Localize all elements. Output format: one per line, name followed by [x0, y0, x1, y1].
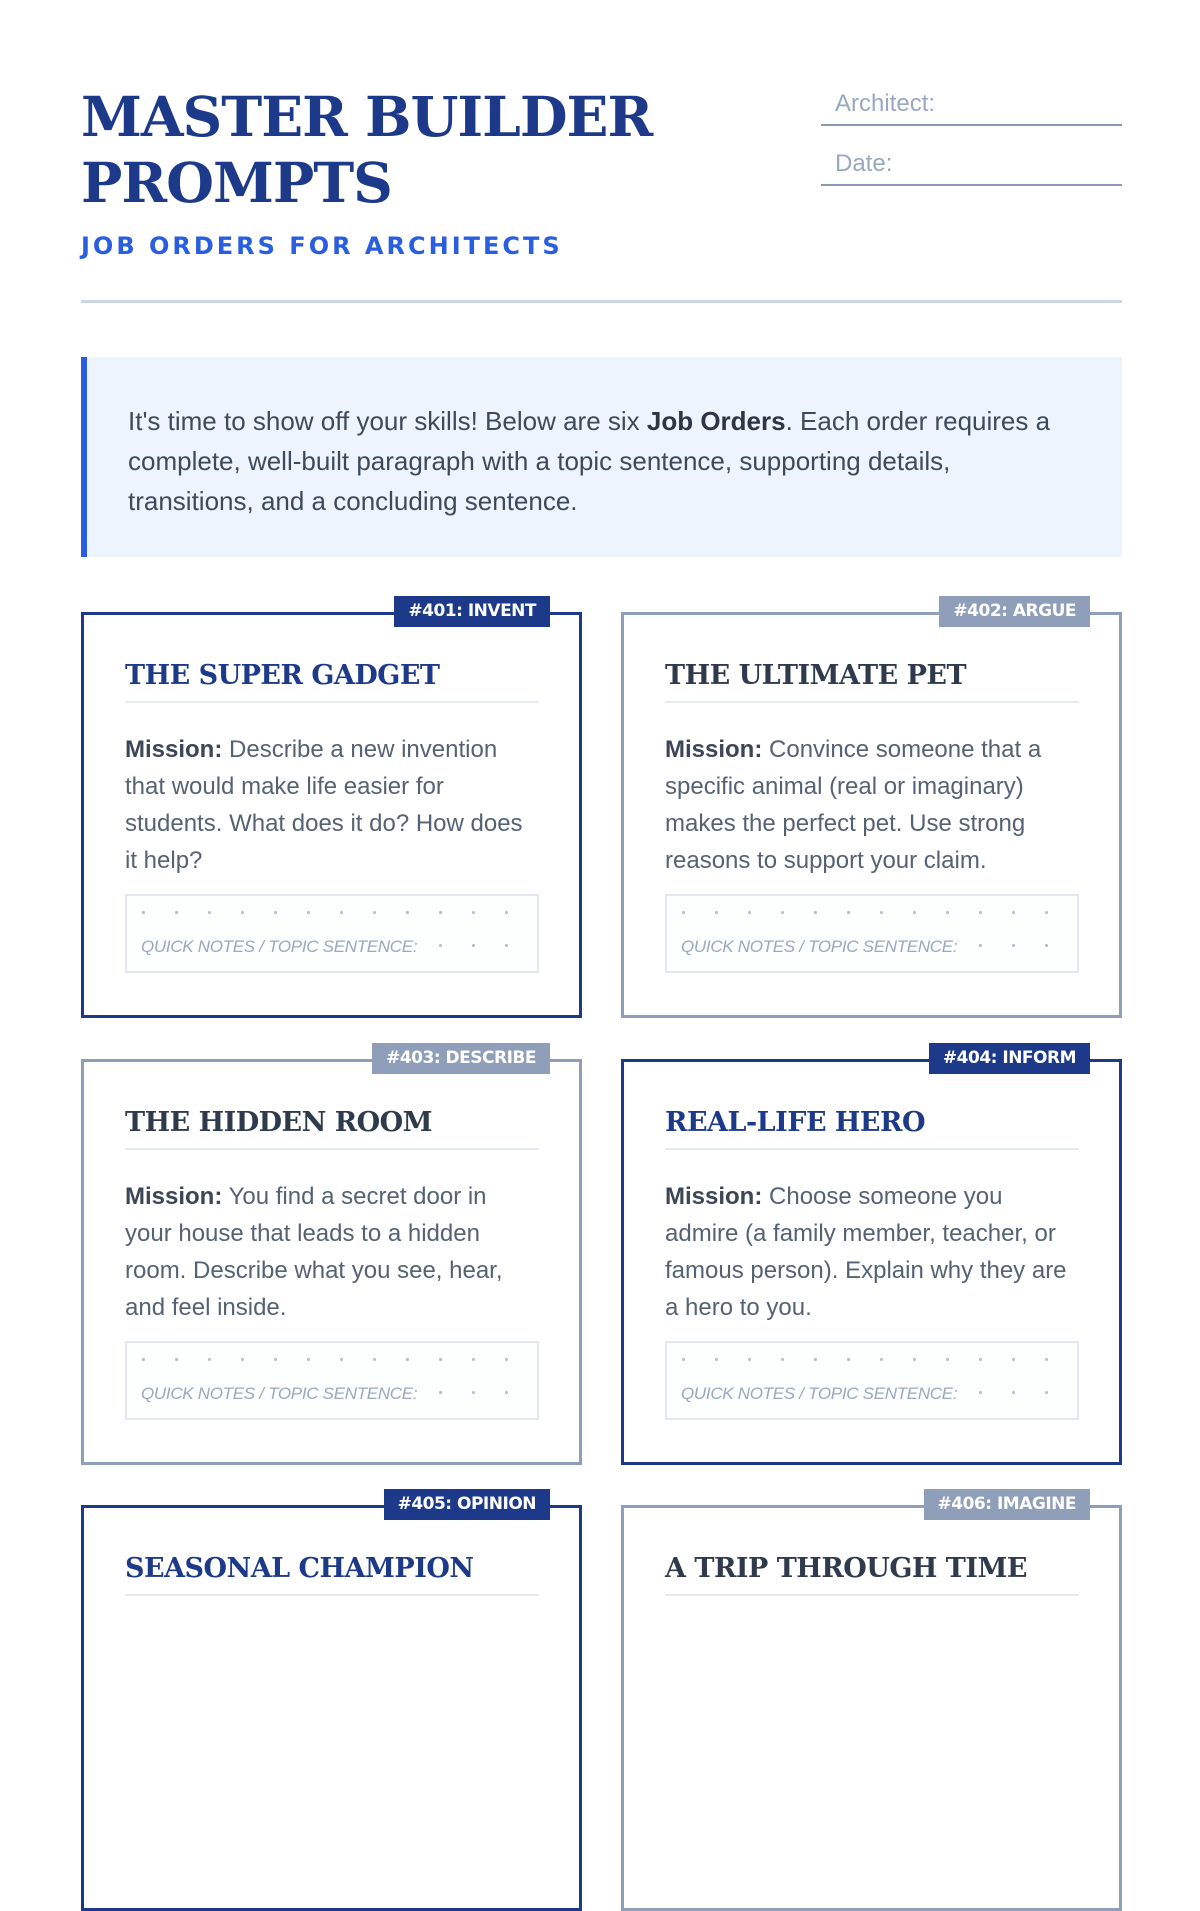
job-tag: #403: DESCRIBE — [372, 1043, 550, 1074]
notes-label: QUICK NOTES / TOPIC SENTENCE: — [141, 937, 418, 956]
page-subtitle: JOB ORDERS FOR ARCHITECTS — [81, 232, 563, 260]
card-title: REAL-LIFE HERO — [665, 1107, 1079, 1150]
mission-body: Convince someone that a specific animal (real or imaginary) makes the perfect pet. Use strong reasons to support your claim. — [665, 736, 1042, 874]
quick-notes-field[interactable] — [665, 894, 1079, 973]
notes-label: QUICK NOTES / TOPIC SENTENCE: — [681, 1384, 958, 1403]
intro-text-end: . Each order requires a complete, well-built paragraph with a topic sentence, supporting details, transitions, and a concluding sentence. — [128, 406, 1051, 516]
date-field[interactable]: Date: — [821, 144, 1122, 186]
mission-text — [665, 731, 1075, 879]
architect-field[interactable]: Architect: — [821, 84, 1122, 126]
notes-label: QUICK NOTES / TOPIC SENTENCE: — [141, 1384, 418, 1403]
mission-body: Describe a new invention that would make life easier for students. What does it do? How does it help? — [125, 736, 523, 874]
mission-text — [125, 1178, 535, 1326]
mission-body: Choose someone you admire (a family member, teacher, or famous person). Explain why they are a hero to you. — [665, 1183, 1067, 1321]
quick-notes-field[interactable] — [125, 1341, 539, 1420]
card-title: A TRIP THROUGH TIME — [665, 1553, 1079, 1596]
mission-body: You find a secret door in your house that leads to a hidden room. Describe what you see, hear, and feel inside. — [125, 1183, 503, 1321]
job-tag: #406: IMAGINE — [924, 1489, 1090, 1520]
mission-label: Mission: — [125, 1183, 223, 1210]
quick-notes-field[interactable] — [665, 1341, 1079, 1420]
intro-text-start: It's time to show off your skills! Below are six — [128, 406, 647, 436]
job-card-402 — [621, 601, 1122, 1018]
job-card-404 — [621, 1048, 1122, 1465]
job-card-405 — [81, 1494, 582, 1911]
quick-notes-field[interactable] — [125, 894, 539, 973]
mission-label: Mission: — [125, 736, 223, 763]
mission-label: Mission: — [665, 1183, 763, 1210]
card-title: THE ULTIMATE PET — [665, 660, 1079, 703]
intro-text-bold: Job Orders — [646, 406, 786, 436]
mission-text — [125, 731, 535, 879]
card-title: THE SUPER GADGET — [125, 660, 539, 703]
name-date-fields — [821, 84, 1122, 204]
job-tag: #402: ARGUE — [939, 596, 1090, 627]
job-card-406 — [621, 1494, 1122, 1911]
job-card-403 — [81, 1048, 582, 1465]
job-tag: #405: OPINION — [384, 1489, 550, 1520]
job-tag: #404: INFORM — [929, 1043, 1090, 1074]
page-title: MASTER BUILDER PROMPTS — [81, 84, 653, 215]
intro-box — [81, 357, 1122, 557]
mission-text — [665, 1178, 1075, 1326]
job-card-401 — [81, 601, 582, 1018]
job-tag: #401: INVENT — [394, 596, 550, 627]
header-divider — [81, 300, 1122, 303]
notes-label: QUICK NOTES / TOPIC SENTENCE: — [681, 937, 958, 956]
mission-label: Mission: — [665, 736, 763, 763]
card-title: SEASONAL CHAMPION — [125, 1553, 539, 1596]
card-title: THE HIDDEN ROOM — [125, 1107, 539, 1150]
